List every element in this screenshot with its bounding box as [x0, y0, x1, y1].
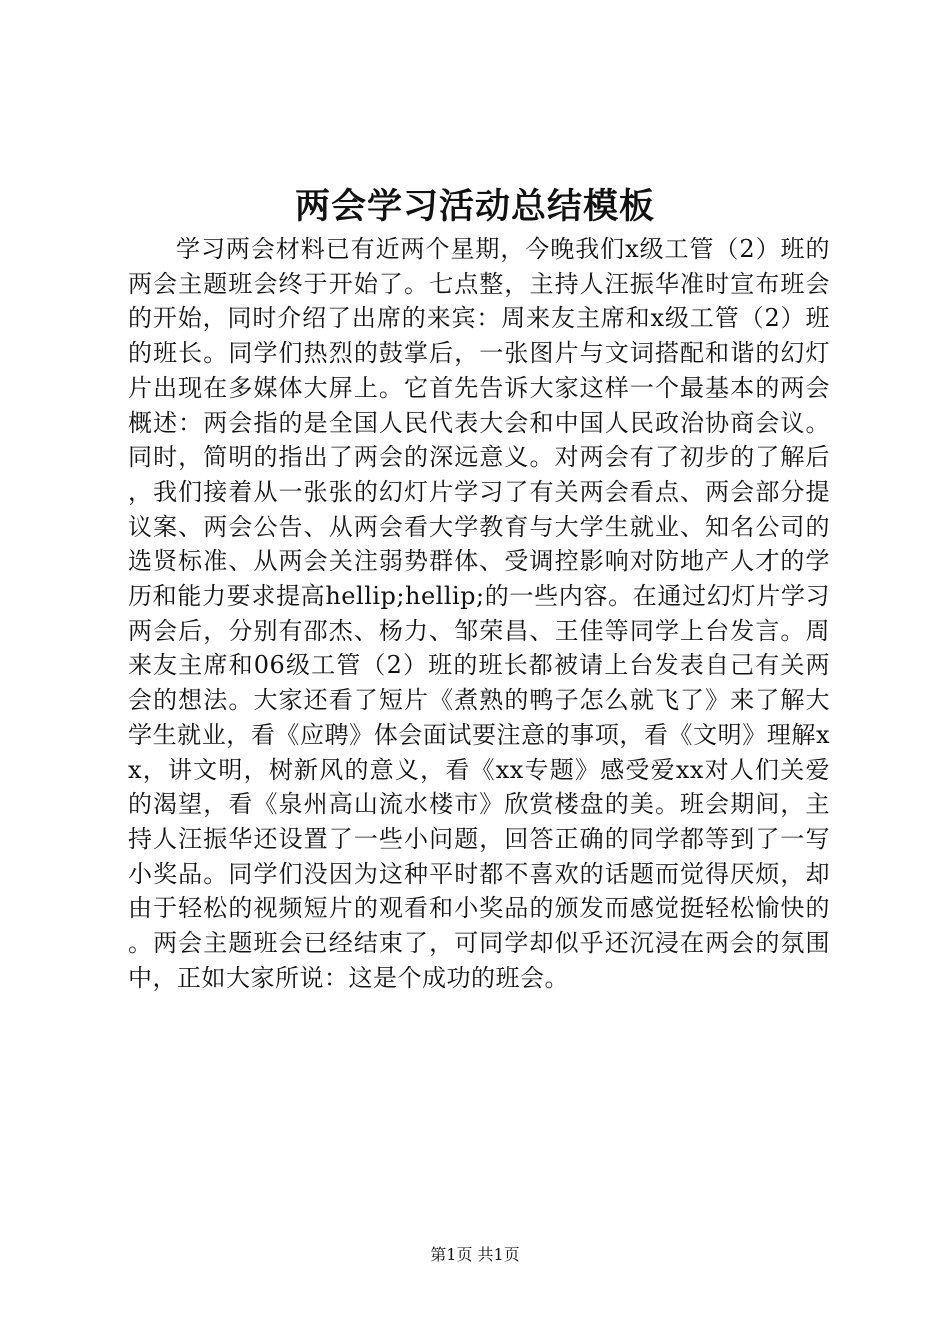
document-title: 两会学习活动总结模板: [294, 186, 655, 227]
document-body-paragraph: 学习两会材料已有近两个星期，今晚我们x级工管（2）班的两会主题班会终于开始了。七点整，主持人汪振华准时宣布班会的开始，同时介绍了出席的来宾：周来友主席和x级工管（2）班的班长。同学们热烈的鼓掌后，一张图片与文词搭配和谐的幻灯片出现在多媒体大屏上。它首先告诉大家这样一个最基本的两会概述：两会指的是全国人民代表大会和中国人民政治协商会议。同时，简明的指出了两会的深远意义。对两会有了初步的了解后，我们接着从一张张的幻灯片学习了有关两会看点、两会部分提议案、两会公告、从两会看大学教育与大学生就业、知名公司的选贤标准、从两会关注弱势群体、受调控影响对防地产人才的学历和能力要求提高hellip;hellip;的一些内容。在通过幻灯片学习两会后，分别有邵杰、杨力、邹荣昌、王佳等同学上台发言。周来友主席和06级工管（2）班的班长都被请上台发表自己有关两会的想法。大家还看了短片《煮熟的鸭子怎么就飞了》来了解大学生就业，看《应聘》体会面试要注意的事项，看《文明》理解xx，讲文明，树新风的意义，看《xx专题》感受爱xx对人们关爱的渴望，看《泉州高山流水楼市》欣赏楼盘的美。班会期间，主持人汪振华还设置了一些小问题，回答正确的同学都等到了一写小奖品。同学们没因为这种平时都不喜欢的话题而觉得厌烦，却由于轻松的视频短片的观看和小奖品的颁发而感觉挺轻松愉快的。两会主题班会已经结束了，可同学却似乎还沉浸在两会的氛围中，正如大家所说：这是个成功的班会。: [128, 235, 830, 992]
page-number-footer: 第1页 共1页: [430, 1245, 520, 1264]
